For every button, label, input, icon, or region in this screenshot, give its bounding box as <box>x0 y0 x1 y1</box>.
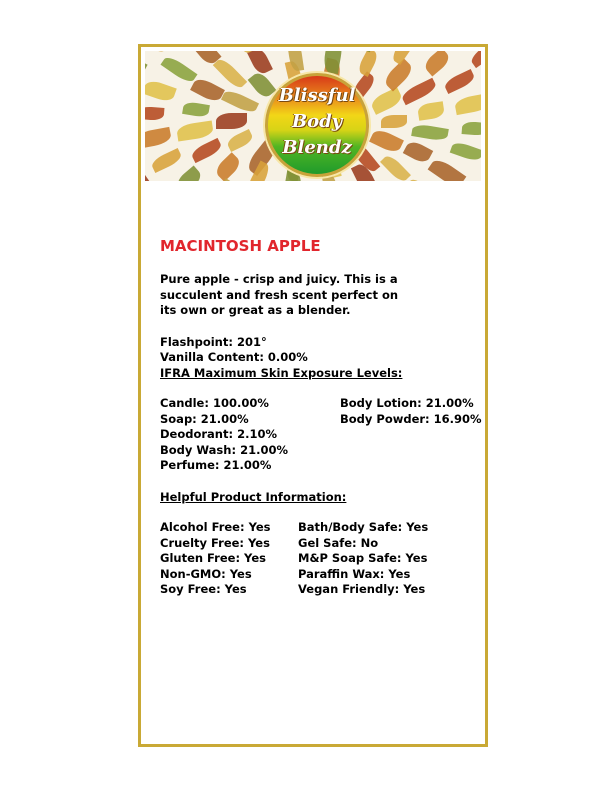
leaf-shape <box>145 106 164 121</box>
leaf-shape <box>369 87 404 115</box>
leaf-shape <box>356 51 380 77</box>
ifra-item: Body Lotion: 21.00% <box>340 396 474 410</box>
helpful-item: Alcohol Free: Yes <box>160 520 271 534</box>
leaf-shape <box>190 138 224 163</box>
leaf-shape <box>182 101 210 118</box>
helpful-item: Cruelty Free: Yes <box>160 535 270 550</box>
leaf-shape <box>145 51 147 79</box>
leaf-shape <box>150 148 184 173</box>
ifra-item: Perfume: 21.00% <box>160 458 272 472</box>
product-card <box>138 44 488 747</box>
logo-word: Blissful <box>278 85 356 106</box>
helpful-item: M&P Soap Safe: Yes <box>298 551 428 565</box>
helpful-info <box>160 520 485 598</box>
leaf-shape <box>145 126 172 148</box>
vanilla-content: Vanilla Content: 0.00% <box>160 350 308 364</box>
leaf-shape <box>417 102 445 122</box>
helpful-heading: Helpful Product Information: <box>160 489 347 504</box>
brand-logo <box>265 73 369 177</box>
helpful-item: Gluten Free: Yes <box>160 551 266 565</box>
leaf-shape <box>454 93 481 115</box>
leaf-shape <box>462 121 481 136</box>
product-description: Pure apple - crisp and juicy. This is a succulent and fresh scent perfect on its own or great as a blender. <box>160 272 399 317</box>
ifra-right-column <box>340 396 482 427</box>
leaf-shape <box>177 120 215 141</box>
helpful-item: Non-GMO: Yes <box>160 566 252 581</box>
leaf-shape <box>380 153 411 181</box>
leaf-shape <box>221 88 259 115</box>
leaf-shape <box>225 129 254 152</box>
leaf-shape <box>381 115 407 128</box>
leaf-shape <box>421 51 451 76</box>
ifra-item: Soap: 21.00% <box>160 411 249 426</box>
ifra-levels <box>160 396 485 474</box>
helpful-right-column <box>298 520 428 598</box>
helpful-item: Vegan Friendly: Yes <box>298 582 426 596</box>
leaf-shape <box>411 123 449 142</box>
leaf-shape <box>174 166 204 181</box>
ifra-item: Body Powder: 16.90% <box>340 411 482 426</box>
leaf-shape <box>213 153 243 181</box>
leaf-shape <box>161 54 198 85</box>
leaf-shape <box>449 140 481 163</box>
ifra-item: Body Wash: 21.00% <box>160 442 288 457</box>
leaf-shape <box>145 78 177 103</box>
leaf-shape <box>244 161 272 181</box>
product-title: MACINTOSH APPLE <box>160 237 321 255</box>
leaf-shape <box>443 69 477 94</box>
ifra-item: Deodorant: 2.10% <box>160 427 277 441</box>
helpful-item: Paraffin Wax: Yes <box>298 566 411 581</box>
leaf-shape <box>248 51 274 77</box>
helpful-item: Soy Free: Yes <box>160 582 247 596</box>
ifra-item: Candle: 100.00% <box>160 396 269 410</box>
leaf-shape <box>216 113 247 129</box>
helpful-item: Bath/Body Safe: Yes <box>298 520 429 534</box>
leaf-shape <box>190 76 225 105</box>
leaf-shape <box>403 139 433 165</box>
ifra-heading: IFRA Maximum Skin Exposure Levels: <box>160 365 403 380</box>
leaf-shape <box>369 127 404 155</box>
logo-word: Body <box>291 111 343 132</box>
leaf-shape <box>145 51 169 55</box>
leaf-shape <box>145 175 154 181</box>
leaf-banner <box>145 51 481 181</box>
leaf-shape <box>428 156 467 181</box>
leaf-shape <box>400 78 438 106</box>
product-info <box>160 237 485 598</box>
flashpoint: Flashpoint: 201° <box>160 334 267 349</box>
logo-word: Blendz <box>282 137 352 158</box>
leaf-shape <box>468 51 481 68</box>
helpful-item: Gel Safe: No <box>298 535 379 550</box>
